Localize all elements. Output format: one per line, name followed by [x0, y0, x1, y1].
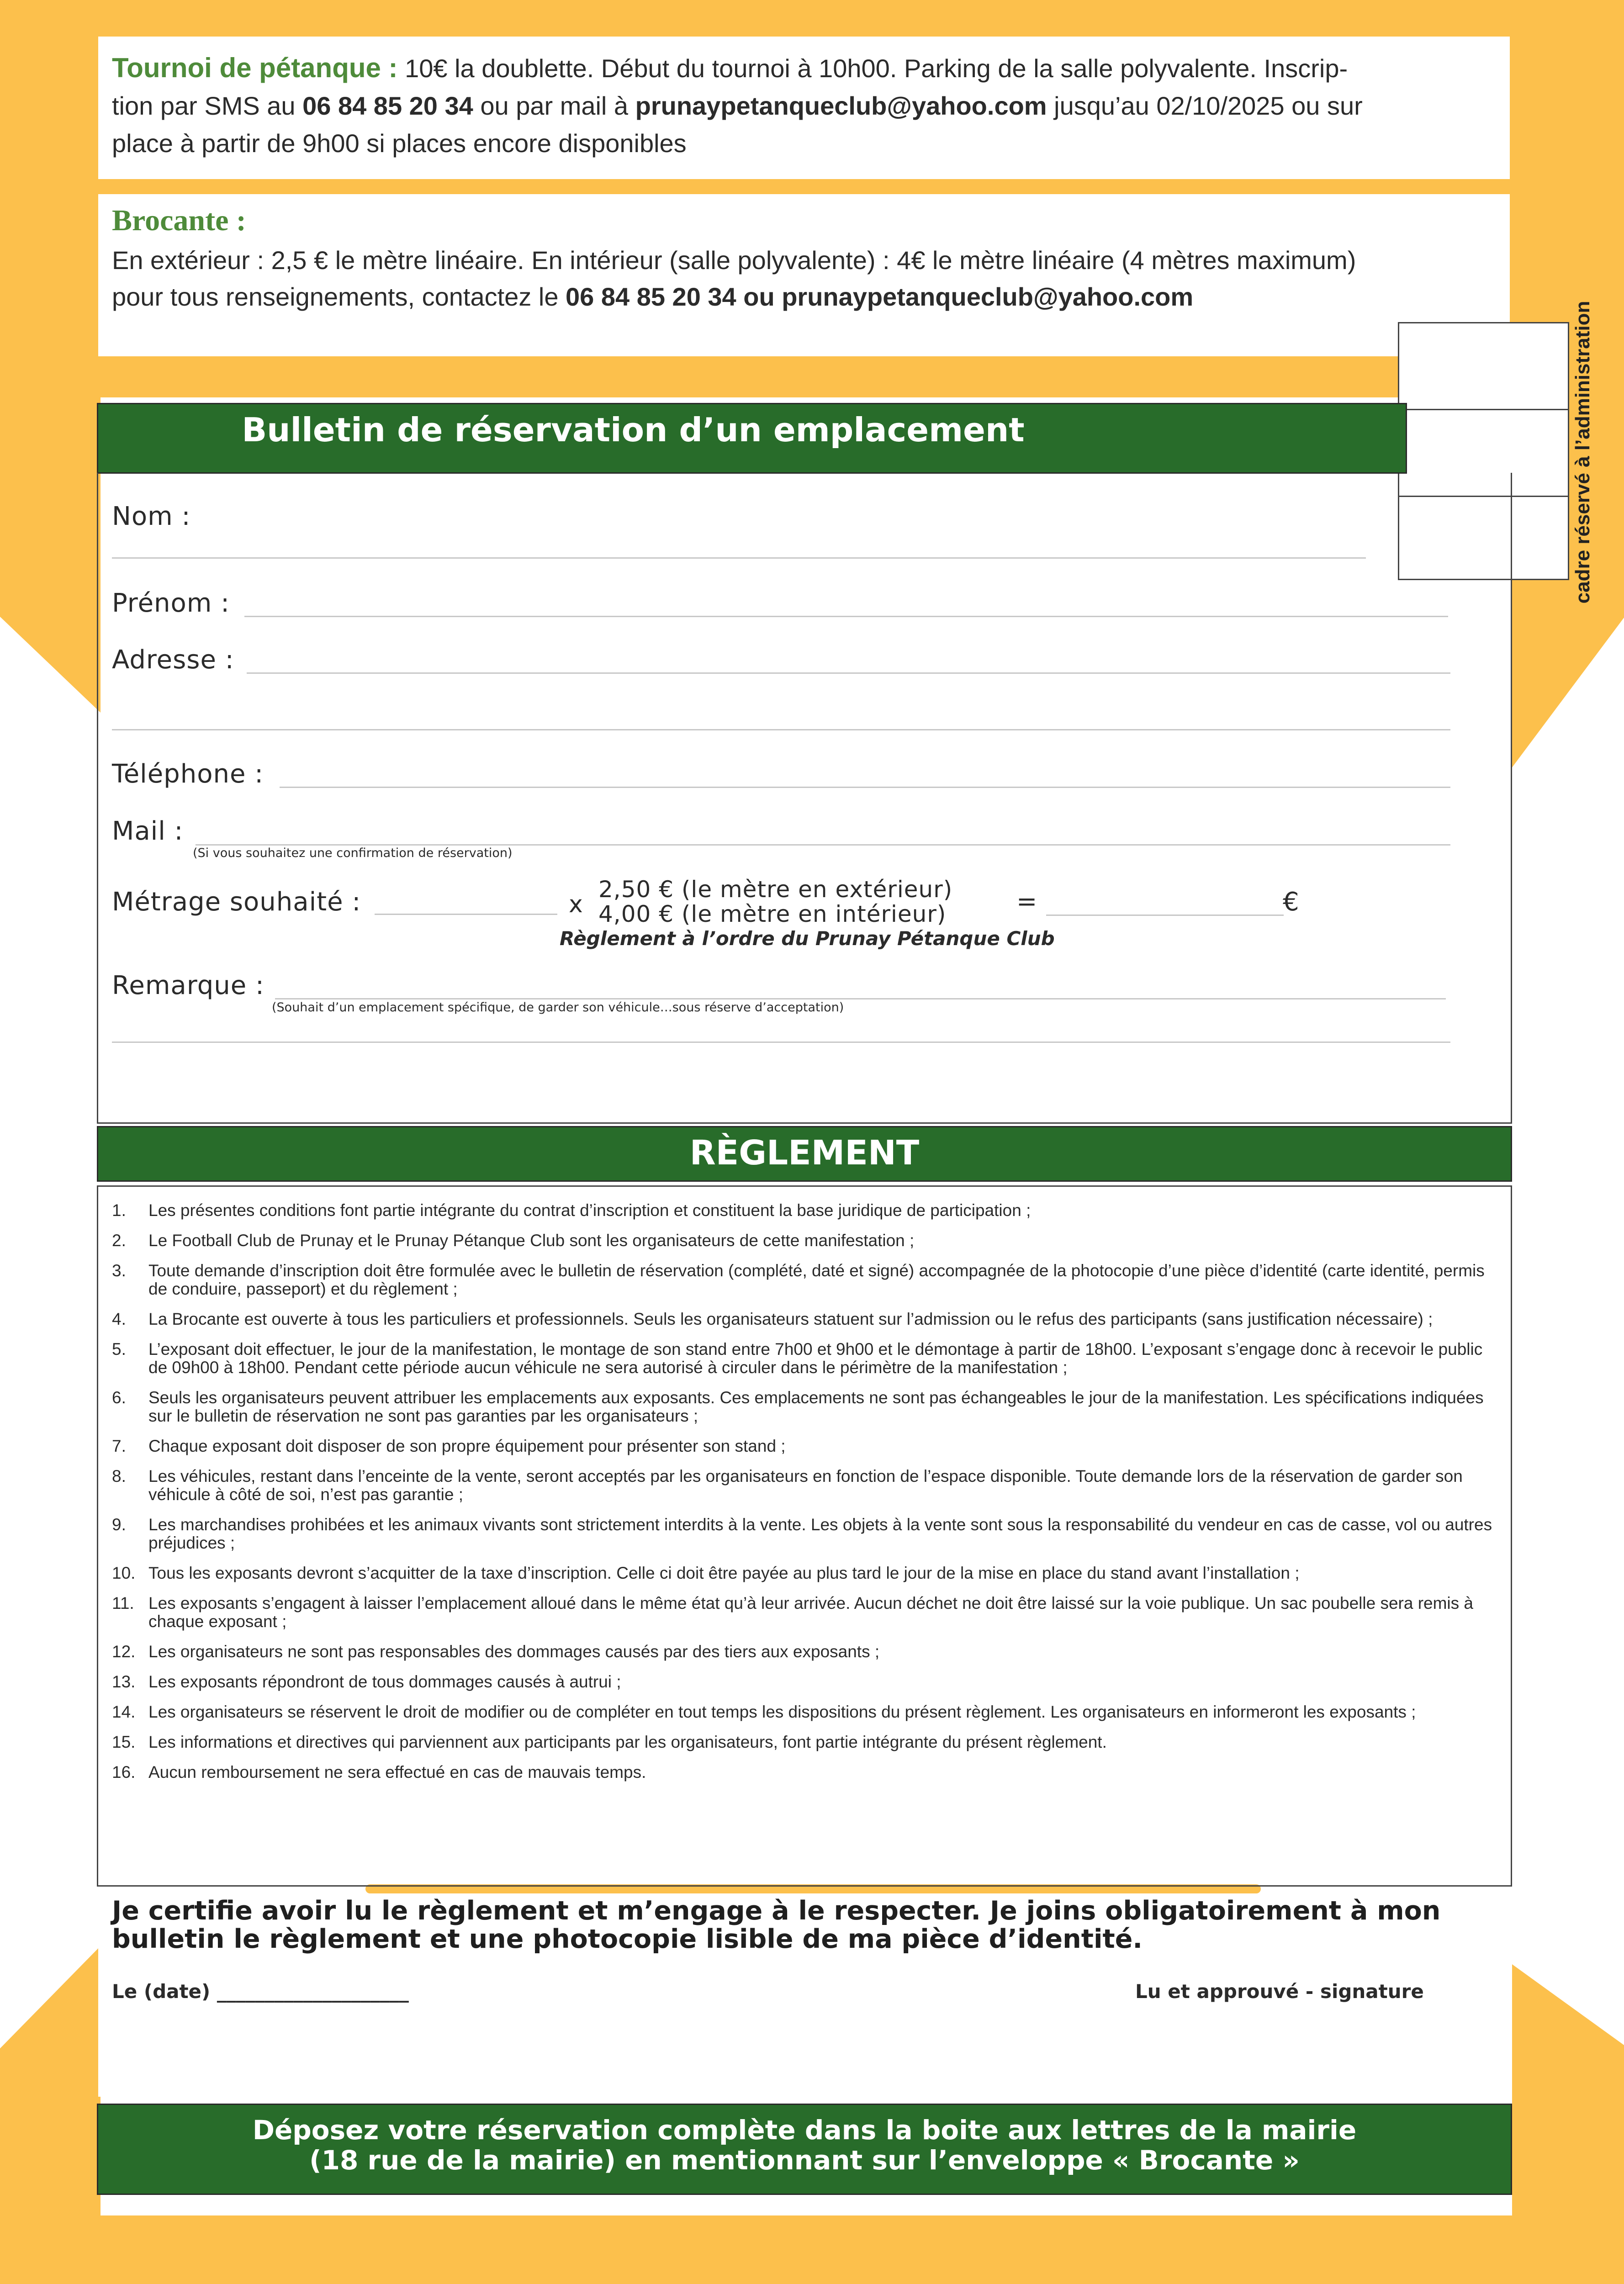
rule-text: Chaque exposant doit disposer de son propre équipement pour présenter son stand ;: [148, 1437, 786, 1455]
rule-number: 13.: [112, 1672, 136, 1691]
payment-note: Règlement à l’ordre du Prunay Pétanque Club: [560, 927, 1055, 950]
rule-text: Toute demande d’inscription doit être formulée avec le bulletin de réservation (complété, daté et signé) accompagnée de la photocopie d’une pièce d’identité (carte identité, permis de conduire, passeport) et du règlement ;: [148, 1261, 1485, 1298]
rule-number: 3.: [112, 1261, 126, 1280]
certify-line2: bulletin le règlement et une photocopie lisible de ma pièce d’identité.: [112, 1924, 1143, 1954]
times-sign: x: [569, 891, 583, 918]
tournoi-line3: place à partir de 9h00 si places encore disponibles: [112, 129, 687, 158]
admin-box-cell-1: [1398, 322, 1569, 410]
remarque-label: Remarque :: [112, 971, 264, 1000]
tournoi-line2-b: ou par mail à: [473, 91, 635, 120]
rule-text: L’exposant doit effectuer, le jour de la manifestation, le montage de son stand entre 7h00 et 9h00 et le démontage à partir de 18h00. L’exposant s’engage donc à recevoir le public de 09h00 à 18h00. Pendant cette période aucun véhicule ne sera autorisé à circuler dans le périmètre de la manifestation ;: [148, 1340, 1483, 1377]
rule-item: [112, 1673, 1496, 1691]
bulletin-form: [97, 473, 1512, 1124]
rule-text: Les exposants répondront de tous dommages causés à autrui ;: [148, 1672, 621, 1691]
adresse-field-line2[interactable]: [112, 729, 1450, 730]
reglement-title-bar: [97, 1126, 1512, 1182]
rule-item: [112, 1262, 1496, 1298]
rule-item: [112, 1389, 1496, 1425]
reglement-title: RÈGLEMENT: [689, 1133, 920, 1173]
footer-line2: (18 rue de la mairie) en mentionnant sur l’enveloppe « Brocante »: [309, 2145, 1300, 2176]
remarque-note: (Souhait d’un emplacement spécifique, de garder son véhicule…sous réserve d’acceptation): [272, 1000, 844, 1015]
rule-item: [112, 1763, 1496, 1782]
tournoi-email: prunaypetanqueclub@yahoo.com: [635, 91, 1047, 120]
rule-text: Les véhicules, restant dans l’enceinte de la vente, seront acceptés par les organisateurs en fonction de l’espace disponible. Toute demande lors de la réservation de garder son véhicule à côté de soi, n’est pas garantie ;: [148, 1467, 1463, 1504]
rule-text: Aucun remboursement ne sera effectué en cas de mauvais temps.: [148, 1763, 646, 1782]
rule-number: 12.: [112, 1642, 136, 1661]
brocante-line2-a: pour tous renseignements, contactez le: [112, 282, 566, 311]
telephone-label: Téléphone :: [112, 759, 264, 789]
rule-text: Les informations et directives qui parviennent aux participants par les organisateurs, font partie intégrante du présent règlement.: [148, 1733, 1107, 1751]
equals-sign: =: [1016, 887, 1038, 916]
rule-text: Le Football Club de Prunay et le Prunay Pétanque Club sont les organisateurs de cette manifestation ;: [148, 1231, 915, 1250]
total-field[interactable]: [1046, 915, 1284, 916]
brocante-line2: [112, 282, 1193, 312]
rule-number: 10.: [112, 1564, 136, 1582]
adresse-field[interactable]: [247, 672, 1450, 674]
rule-text: Les présentes conditions font partie intégrante du contrat d’inscription et constituent la base juridique de participation ;: [148, 1201, 1031, 1220]
rule-text: La Brocante est ouverte à tous les particuliers et professionnels. Seuls les organisateurs statuent sur l’admission ou le refus des participants (sans justification nécessaire) ;: [148, 1310, 1433, 1328]
rule-number: 7.: [112, 1437, 126, 1455]
metrage-field[interactable]: [375, 914, 557, 915]
remarque-field-line2[interactable]: [112, 1042, 1450, 1043]
rule-item: [112, 1594, 1496, 1631]
background-bottom-band: [0, 2215, 1624, 2284]
brocante-panel: [98, 194, 1510, 356]
metrage-label: Métrage souhaité :: [112, 887, 361, 917]
footer-bar: [97, 2104, 1512, 2195]
bulletin-title: Bulletin de réservation d’un emplacement: [242, 411, 1025, 449]
signature-label: Lu et approuvé - signature: [1135, 1980, 1424, 2003]
date-field[interactable]: Le (date) ____________________: [112, 1980, 409, 2003]
bulletin-title-bar: [97, 403, 1407, 474]
price-interieur: 4,00 € (le mètre en intérieur): [598, 901, 947, 927]
tournoi-text: [112, 49, 1501, 162]
brocante-title: Brocante :: [112, 204, 246, 237]
rule-item: [112, 1733, 1496, 1751]
rule-item: [112, 1310, 1496, 1328]
tournoi-panel: [98, 37, 1510, 179]
rule-number: 11.: [112, 1594, 134, 1613]
rule-number: 4.: [112, 1310, 126, 1328]
rule-number: 8.: [112, 1467, 126, 1486]
rule-number: 5.: [112, 1340, 126, 1359]
rule-text: Les organisateurs se réservent le droit de modifier ou de compléter en tout temps les dispositions du présent règlement. Les organisateurs en informeront les exposants ;: [148, 1702, 1416, 1721]
prenom-label: Prénom :: [112, 588, 230, 618]
rule-number: 16.: [112, 1763, 136, 1782]
rule-text: Seuls les organisateurs peuvent attribuer les emplacements aux exposants. Ces emplacements ne sont pas échangeables le jour de la manifestation. Les spécifications indiquées sur le bulletin de réservation ne sont pas garanties par les organisateurs ;: [148, 1388, 1484, 1425]
rule-text: Les exposants s’engagent à laisser l’emplacement alloué dans le même état qu’à leur arrivée. Aucun déchet ne doit être laissé sur la voie publique. Un sac poubelle sera remis à chaque exposant ;: [148, 1594, 1474, 1631]
price-exterieur: 2,50 € (le mètre en extérieur): [598, 876, 953, 903]
rule-number: 1.: [112, 1201, 126, 1220]
rule-text: Tous les exposants devront s’acquitter de la taxe d’inscription. Celle ci doit être payée au plus tard le jour de la mise en place du stand avant l’installation ;: [148, 1564, 1300, 1582]
rule-number: 14.: [112, 1702, 136, 1721]
rule-text: Les marchandises prohibées et les animaux vivants sont strictement interdits à la vente. Les objets à la vente sont sous la responsabilité du vendeur en cas de casse, vol ou autres préjudices ;: [148, 1515, 1492, 1552]
rule-item: [112, 1201, 1496, 1220]
nom-label: Nom :: [112, 502, 191, 531]
rule-item: [112, 1703, 1496, 1721]
brocante-contact: 06 84 85 20 34 ou prunaypetanqueclub@yahoo.com: [566, 282, 1194, 311]
brocante-line1: En extérieur : 2,5 € le mètre linéaire. En intérieur (salle polyvalente) : 4€ le mètre linéaire (4 mètres maximum): [112, 246, 1356, 275]
mail-field[interactable]: [196, 844, 1450, 846]
rule-item: [112, 1340, 1496, 1377]
euro-sign: €: [1283, 887, 1300, 917]
rule-number: 6.: [112, 1388, 126, 1407]
mail-label: Mail :: [112, 816, 184, 846]
adresse-label: Adresse :: [112, 645, 234, 675]
footer-line1: Déposez votre réservation complète dans la boite aux lettres de la mairie: [252, 2115, 1357, 2146]
rule-item: [112, 1564, 1496, 1582]
telephone-field[interactable]: [280, 787, 1450, 788]
rule-number: 2.: [112, 1231, 126, 1250]
rule-number: 15.: [112, 1733, 136, 1751]
rule-item: [112, 1232, 1496, 1250]
rule-item: [112, 1437, 1496, 1455]
certify-line1: Je certifie avoir lu le règlement et m’engage à le respecter. Je joins obligatoirement à mon: [112, 1896, 1441, 1926]
rule-text: Les organisateurs ne sont pas responsables des dommages causés par des tiers aux exposants ;: [148, 1642, 880, 1661]
rule-item: [112, 1516, 1496, 1552]
rule-item: [112, 1643, 1496, 1661]
tournoi-line2-c: jusqu’au 02/10/2025 ou sur: [1047, 91, 1363, 120]
rule-number: 9.: [112, 1515, 126, 1534]
tournoi-title: Tournoi de pétanque :: [112, 53, 398, 83]
tournoi-phone: 06 84 85 20 34: [302, 91, 473, 120]
remarque-field[interactable]: [275, 998, 1446, 999]
rule-item: [112, 1467, 1496, 1504]
mail-note: (Si vous souhaitez une confirmation de réservation): [193, 846, 513, 860]
tournoi-line2-a: tion par SMS au: [112, 91, 303, 120]
prenom-field[interactable]: [244, 616, 1448, 617]
nom-field[interactable]: [112, 557, 1366, 559]
tournoi-line1: 10€ la doublette. Début du tournoi à 10h00. Parking de la salle polyvalente. Inscrip-: [405, 54, 1348, 83]
reglement-list: [112, 1201, 1496, 1793]
